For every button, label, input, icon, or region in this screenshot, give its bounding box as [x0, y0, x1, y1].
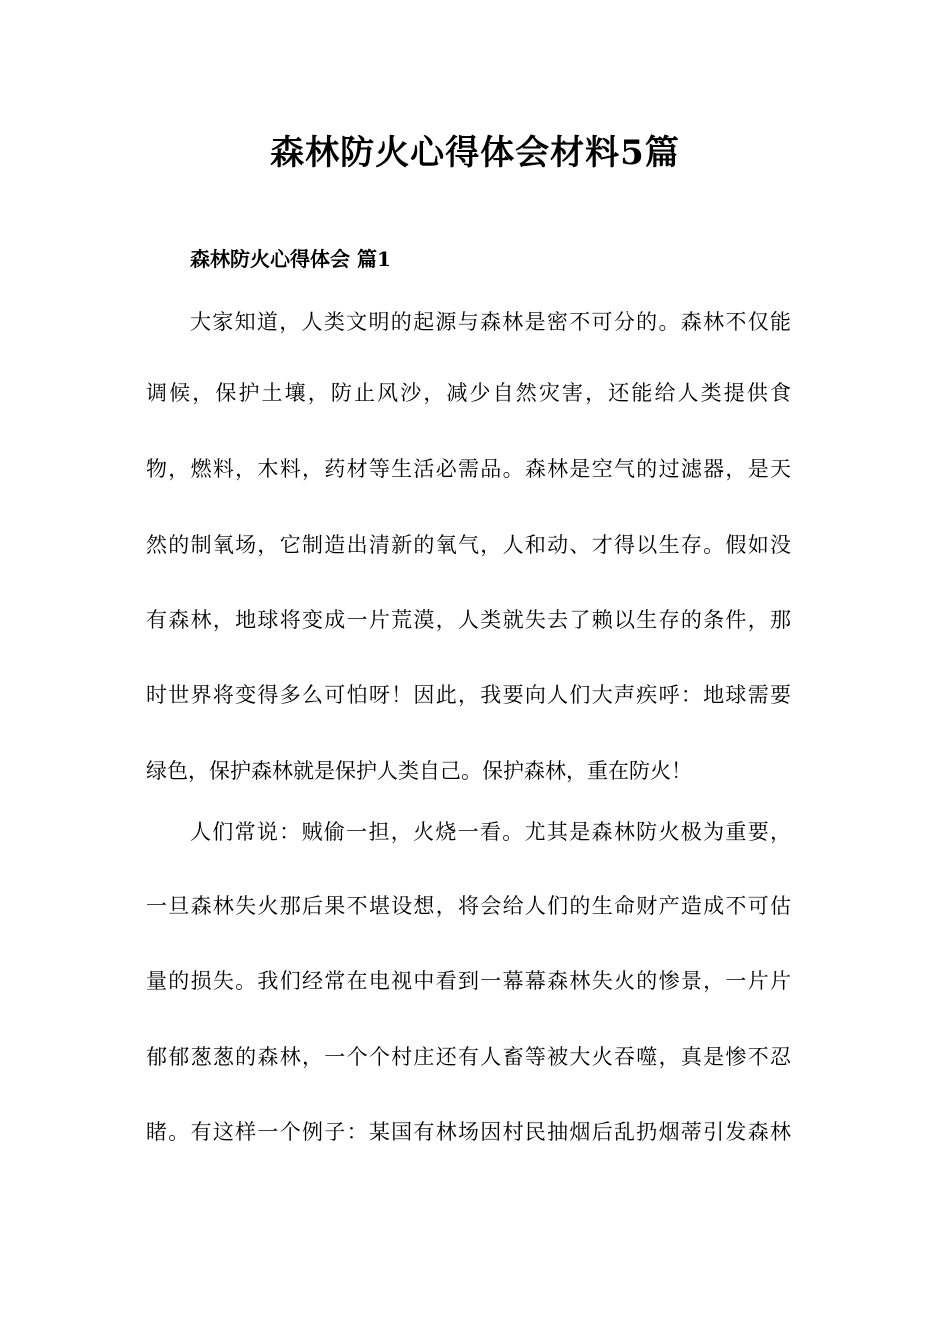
- paragraph-line: 物，燃料，木料，药材等生活必需品。森林是空气的过滤器，是天: [146, 457, 791, 481]
- paragraph-line: 郁郁葱葱的森林，一个个村庄还有人畜等被大火吞噬，真是惨不忍: [146, 1045, 791, 1069]
- paragraph-line: 调候，保护土壤，防止风沙，减少自然灾害，还能给人类提供食: [146, 381, 791, 405]
- paragraph-line: 睹。有这样一个例子：某国有林场因村民抽烟后乱扔烟蒂引发森林: [146, 1120, 791, 1144]
- paragraph-line: 大家知道，人类文明的起源与森林是密不可分的。森林不仅能: [190, 310, 791, 334]
- document-title: 森林防火心得体会材料5篇: [270, 133, 680, 173]
- paragraph-line: 量的损失。我们经常在电视中看到一幕幕森林失火的惨景，一片片: [146, 969, 791, 993]
- paragraph-line: 然的制氧场，它制造出清新的氧气，人和动、才得以生存。假如没: [146, 533, 791, 557]
- paragraph-line: 时世界将变得多么可怕呀！因此，我要向人们大声疾呼：地球需要: [146, 683, 791, 707]
- paragraph-line: 人们常说：贼偷一担，火烧一看。尤其是森林防火极为重要，: [190, 820, 791, 844]
- paragraph-line: 有森林，地球将变成一片荒漠，人类就失去了赖以生存的条件，那: [146, 608, 791, 632]
- section-heading: 森林防火心得体会 篇1: [190, 247, 391, 271]
- paragraph-line: 绿色，保护森林就是保护人类自己。保护森林，重在防火！: [146, 759, 692, 783]
- paragraph-line: 一旦森林失火那后果不堪设想，将会给人们的生命财产造成不可估: [146, 894, 791, 918]
